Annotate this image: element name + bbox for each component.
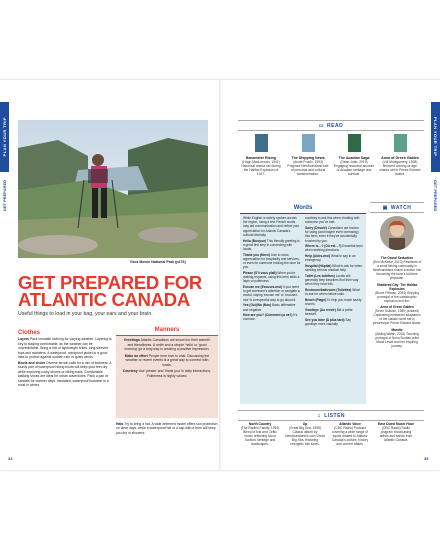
listen-section-heading: ♫ LISTEN bbox=[238, 410, 424, 421]
side-tab-left bbox=[0, 102, 9, 172]
words-column-2: courtesy to ask this when chatting with someone you've met. Sorry (Désolé) Canadians are known for using (and maybe even overusing) this term, even if they've accidentally brushed by you. Where is…? (Où est…?) Essential term when seeking directions. Help (Aidez-moi) What to say in an emergency. Hospital (Hôpital) What to ask for when seeking serious medical help. Toilet (Les toilettes) Locals will generally help travellers find their way when they hear this. Restroom/bathroom (Toilettes) What to ask for when nature calls. Beach (Plage) To help you reach sandy shores. Goodbye (Au revoir) Bid a polite farewell. See you later (À plus tard) Say goodbye more casually. bbox=[305, 216, 363, 326]
photo-caption: Gros Morne National Park (p176) bbox=[130, 260, 186, 264]
side-tab-right bbox=[431, 102, 440, 172]
listen-item: Up (Great Big Sea, 1995) Classic album by Newfoundland's own Great Big Sea, featuring energetic folk tunes. bbox=[285, 422, 325, 447]
listen-item: Atlantic Voice (CBC Radio) Podcast covering a wide range of topics related to Atlantic Canada's culture, history and current affairs. bbox=[331, 422, 369, 447]
book-item: Barometer Rising (Hugh MacLennan, 1941) Historical drama set during the Halifax Explosion of 1917. bbox=[241, 156, 281, 176]
book-spread bbox=[0, 80, 440, 470]
clothes-heading: Clothes bbox=[18, 330, 41, 336]
book-cover-shipping-news bbox=[302, 134, 315, 152]
headline-line-1: GET PREPARED FOR bbox=[18, 272, 202, 293]
page-number-right: 35 bbox=[424, 456, 429, 461]
listen-item: North Country (The Rankin Family, 1993) Blend of folk and Celtic music reflecting Nova Scotia's heritage and landscapes. bbox=[240, 422, 280, 447]
headphones-icon: ♫ bbox=[316, 412, 322, 419]
book-item: Anne of Green Gables (LM Montgomery, 1908) Beloved coming-of-age classic set in Prince Edward Island. bbox=[379, 156, 421, 176]
hats-paragraph: Hats Try to bring a hat. A wide-brimmed model offers sun protection on clear days, while a waterproof hat or a cap with a brim will keep you dry in showers. bbox=[116, 422, 218, 435]
read-section-heading: ▭ READ bbox=[238, 120, 424, 131]
watch-list: The Grand Seduction (Don McKellar, 2013) Residents of a small fishing community in Newfoundland charm a doctor into becoming the town's full-time physician. Shattered City: The Halifax Explosion (Bruce Pittman, 2003) Gripping portrayal of the catastrophic explosion and fire. Anne of Green Gables (Kevin Sullivan, 1985; pictured) Captivating miniseries adaptation of the classic novel set in picturesque Prince Edward Island. Mandie (Aisling Walsh, 2016) Touching portrayal of Nova Scotian artist Maud Lewis and her inspiring journey. bbox=[372, 256, 422, 348]
manners-body: Greetings Atlantic Canadians are known for their warmth and friendliness. A smile and a simple 'hello' or 'good morning' go a long way in creating a positive impression. Make an effort People here love to chat. Discussing the weather or recent events is a great way to connect with locals. Courtesy Use 'please' and 'thank you' in daily interactions. Politeness is highly valued. bbox=[122, 338, 212, 378]
book-item: The Acadian Saga (Dean Jobb, 2019) Engaging historical account of Acadian heritage and survival. bbox=[333, 156, 375, 176]
manners-heading: Manners bbox=[116, 326, 218, 336]
page-headline bbox=[18, 274, 218, 308]
manners-box bbox=[116, 326, 218, 418]
book-item: The Shipping News (Annie Proulx, 1993) Poignant Newfoundland tale of personal and cultural transformation. bbox=[287, 156, 329, 176]
side-label-right: GET PREPARED bbox=[433, 180, 438, 212]
film-icon: ▣ bbox=[382, 204, 388, 211]
watch-section-heading: ▣ WATCH bbox=[370, 202, 424, 213]
fjord-landscape-image bbox=[18, 120, 208, 258]
side-label-left: GET PREPARED bbox=[2, 180, 7, 212]
book-icon: ▭ bbox=[318, 122, 325, 129]
deck-text: Useful things to load in your bag, your ears and your brain. bbox=[18, 311, 153, 317]
clothes-column: Clothes Layers Pack versatile clothing for varying weather. Layering is key to staying comfortable, as the weather can be unpredictable. Bring a mix of lightweight shirts, long-sleeved tops and sweaters. A waterproof, windproof jacket is a good idea to protect against sudden rain or gusty winds. Boots and shoes Diverse terrain calls for a mix of footwear. A sturdy pair of waterproof hiking boots will keep your feet dry while exploring rocky shores or hiking trails. Comfortable walking shoes are ideal for urban adventures. Pack a pair of sandals for warmer days. Insulated, waterproof footwear is a must in winter. bbox=[18, 330, 112, 388]
headline-line-2: ATLANTIC CANADA bbox=[18, 289, 190, 310]
listen-item: East Coast Music Hour (CBC Radio) Radio program showcasing artists and bands from Atlantic Canada. bbox=[378, 422, 414, 443]
hiker-photo bbox=[18, 120, 208, 258]
side-tab-label: PLAN YOUR TRIP bbox=[433, 117, 438, 157]
words-box bbox=[240, 204, 366, 404]
side-tab-label: PLAN YOUR TRIP bbox=[2, 117, 7, 157]
page-number-left: 34 bbox=[8, 456, 13, 461]
book-cover-acadian-saga bbox=[348, 134, 361, 152]
words-column-1: While English is widely spoken across the region, using a few French words may aid communication and reflect your appreciation for Atlantic Canada's cultural diversity. Hello (Bonjour) This friendly greeting is a great first step in connecting with locals. Thank you (Merci) Use to show appreciation for hospitality and services, or even for someone holding the door for you. Please (S'il vous plaît) When you're making requests, using this term adds a layer of politeness. Excuse me (Excusez-moi) If you need to get someone's attention or navigate a crowd, saying 'excuse me' or 'excusez-moi' is a respectful way to go about it. Yes (Oui)/No (Non) Basic affirmative and negative. How are you? (Comment ça va?) It's common bbox=[243, 216, 301, 322]
page-gutter bbox=[219, 80, 221, 470]
anne-portrait-image bbox=[380, 216, 414, 250]
book-cover-anne-of-green-gables bbox=[394, 134, 407, 152]
words-heading: Words bbox=[240, 204, 366, 214]
book-cover-barometer-rising bbox=[255, 134, 268, 152]
